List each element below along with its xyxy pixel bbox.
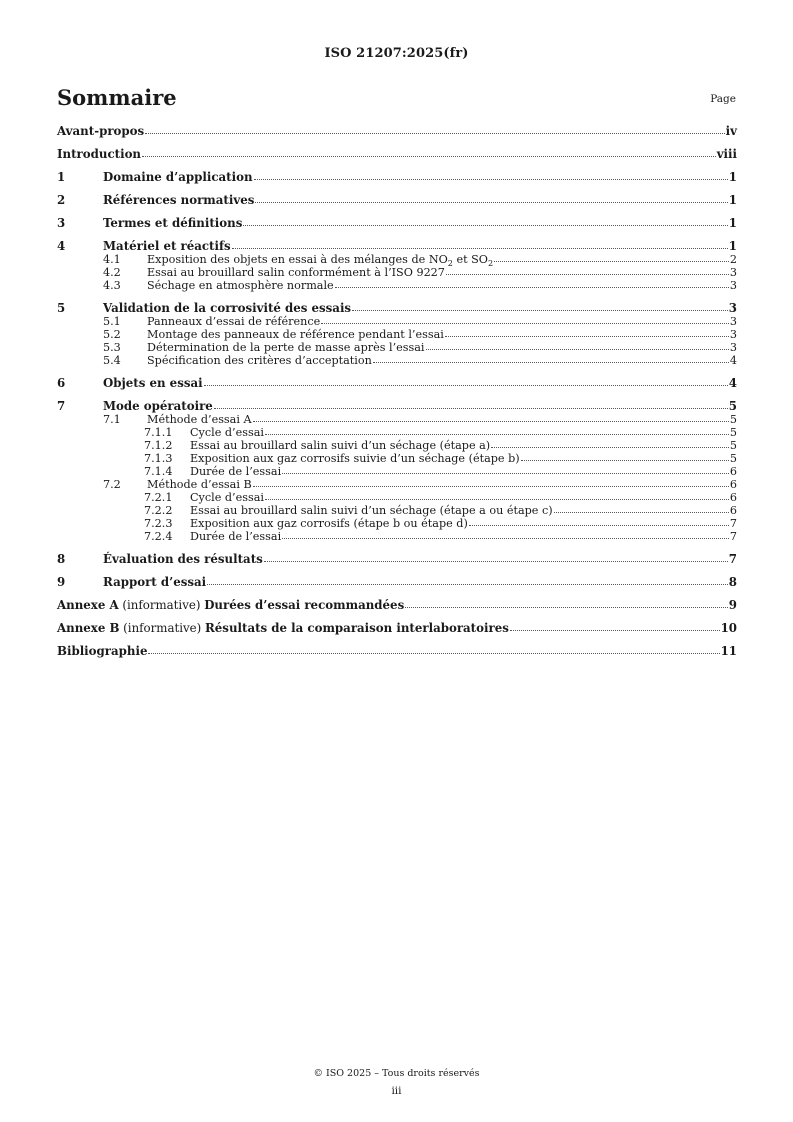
toc-entry[interactable] (57, 171, 737, 184)
toc-entry-page: 7 (728, 552, 737, 566)
leader-dots (264, 552, 728, 562)
toc-entry-page: 4 (728, 376, 737, 390)
toc-entry-number: 7.2.1 (144, 491, 173, 504)
toc-entry-page: 1 (728, 170, 737, 184)
toc-entry-page: 5 (729, 452, 737, 465)
toc-entry-page: 6 (729, 478, 737, 491)
toc-entry-page: 1 (728, 193, 737, 207)
toc-entry-title: Matériel et réactifs (103, 239, 231, 253)
copyright-footer: © ISO 2025 – Tous droits réservés (313, 1068, 480, 1079)
toc-entry-title: Mode opératoire (103, 399, 213, 413)
toc-entry-page: viii (716, 147, 737, 161)
toc-entry-title: Domaine d’application (103, 170, 253, 184)
toc-entry[interactable] (57, 194, 737, 207)
toc-entry-number: 1 (57, 170, 66, 184)
toc-entry-number: 7.1.4 (144, 465, 173, 478)
leader-dots (207, 575, 728, 585)
toc-entry[interactable] (57, 553, 737, 566)
leader-dots (521, 451, 729, 461)
leader-dots (445, 327, 729, 337)
toc-entry-page: 5 (729, 439, 737, 452)
leader-dots (510, 621, 720, 631)
table-of-contents (57, 125, 737, 658)
toc-entry-number: 6 (57, 376, 66, 390)
leader-dots (282, 529, 729, 539)
toc-entry-title: Durée de l’essai (190, 465, 282, 478)
toc-entry-title: Détermination de la perte de masse après l’essai (147, 341, 425, 354)
toc-entry[interactable] (57, 622, 737, 635)
toc-entry-number: 7 (57, 399, 66, 413)
leader-dots (243, 216, 727, 226)
toc-entry-page: 1 (728, 239, 737, 253)
toc-entry[interactable] (57, 530, 737, 543)
toc-entry-number: 4.1 (103, 253, 121, 266)
toc-entry-title: Exposition des objets en essai à des mélanges de $NO_2$ et $SO_2$ (147, 253, 494, 268)
toc-entry-number: 5.3 (103, 341, 121, 354)
toc-entry-title: Avant-propos (57, 124, 145, 138)
leader-dots (373, 353, 729, 363)
toc-entry-number: 7.2 (103, 478, 121, 491)
toc-entry-page: 7 (729, 530, 737, 543)
toc-entry-title (57, 599, 404, 612)
leader-dots (148, 644, 719, 654)
toc-entry-number: 2 (57, 193, 66, 207)
annex-label: Annexe A (57, 598, 119, 612)
toc-entry-page: 1 (728, 216, 737, 230)
toc-entry-number: 7.1.2 (144, 439, 173, 452)
toc-entry-title: Essai au brouillard salin conformément à l’ISO 9227 (147, 266, 445, 279)
toc-entry[interactable] (57, 148, 737, 161)
leader-dots (265, 490, 729, 500)
leader-dots (253, 477, 729, 487)
toc-entry-page: 3 (728, 301, 737, 315)
toc-entry-number: 4.3 (103, 279, 121, 292)
toc-entry[interactable] (57, 645, 737, 658)
toc-entry-title: Évaluation des résultats (103, 552, 263, 566)
annex-type-note: (informative) (118, 598, 205, 612)
toc-entry-page: 3 (729, 341, 737, 354)
leader-dots (214, 399, 728, 409)
page-title: Sommaire (57, 85, 177, 110)
toc-entry-page: 5 (728, 399, 737, 413)
toc-entry-title: Termes et définitions (103, 216, 243, 230)
toc-entry-number: 7.2.2 (144, 504, 173, 517)
toc-entry-title: Durée de l’essai (190, 530, 282, 543)
toc-entry-title: Cycle d’essai (190, 491, 264, 504)
toc-entry[interactable] (57, 125, 737, 138)
toc-entry-page: 3 (729, 328, 737, 341)
toc-entry-title: Séchage en atmosphère normale (147, 279, 334, 292)
leader-dots (446, 265, 729, 275)
leader-dots (255, 193, 727, 203)
leader-dots (282, 464, 729, 474)
leader-dots (232, 239, 728, 249)
toc-entry-page: 4 (729, 354, 737, 367)
leader-dots (494, 252, 729, 262)
toc-entry-number: 3 (57, 216, 66, 230)
leader-dots (405, 598, 728, 608)
toc-entry[interactable] (57, 599, 737, 612)
toc-entry-title: Bibliographie (57, 644, 148, 658)
leader-dots (265, 425, 729, 435)
annex-title: Résultats de la comparaison interlaboratoires (205, 621, 509, 635)
toc-entry-title: Méthode d’essai A (147, 413, 252, 426)
toc-entry[interactable] (57, 377, 737, 390)
toc-entry[interactable] (57, 354, 737, 367)
toc-entry-number: 8 (57, 552, 66, 566)
toc-entry-title: Validation de la corrosivité des essais (103, 301, 352, 315)
annex-type-note: (informative) (119, 621, 205, 635)
leader-dots (335, 278, 729, 288)
toc-entry[interactable] (57, 279, 737, 292)
toc-entry-number: 5 (57, 301, 66, 315)
toc-entry[interactable] (57, 217, 737, 230)
leader-dots (426, 340, 729, 350)
toc-entry-title: Cycle d’essai (190, 426, 264, 439)
toc-entry-page: 5 (729, 413, 737, 426)
leader-dots (253, 412, 729, 422)
toc-entry-number: 7.2.4 (144, 530, 173, 543)
toc-entry-title: Panneaux d’essai de référence (147, 315, 321, 328)
toc-entry-number: 7.1 (103, 413, 121, 426)
toc-entry-page: 5 (729, 426, 737, 439)
toc-entry-title: Spécification des critères d’acceptation (147, 354, 372, 367)
toc-entry-page: 3 (729, 279, 737, 292)
toc-entry-page: 10 (720, 621, 737, 635)
toc-entry-title: Introduction (57, 147, 142, 161)
leader-dots (491, 438, 729, 448)
leader-dots (321, 314, 729, 324)
leader-dots (554, 503, 729, 513)
toc-entry-title (57, 622, 509, 635)
toc-entry-number: 4 (57, 239, 66, 253)
toc-entry-title: Exposition aux gaz corrosifs (étape b ou étape d) (190, 517, 468, 530)
leader-dots (352, 301, 728, 311)
leader-dots (254, 170, 728, 180)
annex-title: Durées d’essai recommandées (204, 598, 405, 612)
toc-entry-number: 9 (57, 575, 66, 589)
toc-entry-number: 7.1.3 (144, 452, 173, 465)
toc-entry-page: 2 (729, 253, 737, 266)
page-column-label: Page (710, 93, 736, 105)
toc-entry-page: 6 (729, 491, 737, 504)
toc-entry-number: 4.2 (103, 266, 121, 279)
toc-entry-number: 7.1.1 (144, 426, 173, 439)
toc-entry-title: Références normatives (103, 193, 255, 207)
toc-entry-title: Rapport d’essai (103, 575, 207, 589)
toc-entry-number: 7.2.3 (144, 517, 173, 530)
toc-entry-title: Objets en essai (103, 376, 203, 390)
toc-entry-page: 7 (729, 517, 737, 530)
toc-entry-page: 8 (728, 575, 737, 589)
leader-dots (145, 124, 724, 134)
toc-entry-page: 6 (729, 465, 737, 478)
toc-entry-number: 5.2 (103, 328, 121, 341)
annex-label: Annexe B (57, 621, 120, 635)
leader-dots (469, 516, 729, 526)
toc-entry-title: Montage des panneaux de référence pendant l’essai (147, 328, 444, 341)
toc-entry-page: 6 (729, 504, 737, 517)
document-id-header: ISO 21207:2025(fr) (324, 46, 469, 61)
page-number: iii (391, 1085, 402, 1097)
leader-dots (204, 376, 728, 386)
toc-entry-page: 3 (729, 266, 737, 279)
toc-entry-page: 9 (728, 598, 737, 612)
leader-dots (142, 147, 716, 157)
toc-entry-page: 11 (720, 644, 737, 658)
toc-entry-number: 5.1 (103, 315, 121, 328)
toc-entry-title: Essai au brouillard salin suivi d’un séchage (étape a) (190, 439, 491, 452)
toc-entry-number: 5.4 (103, 354, 121, 367)
toc-entry-title: Méthode d’essai B (147, 478, 252, 491)
toc-entry[interactable] (57, 576, 737, 589)
toc-entry-title: Exposition aux gaz corrosifs suivie d’un séchage (étape b) (190, 452, 520, 465)
toc-entry-page: 3 (729, 315, 737, 328)
toc-entry-page: iv (725, 124, 737, 138)
toc-entry-title: Essai au brouillard salin suivi d’un séchage (étape a ou étape c) (190, 504, 553, 517)
